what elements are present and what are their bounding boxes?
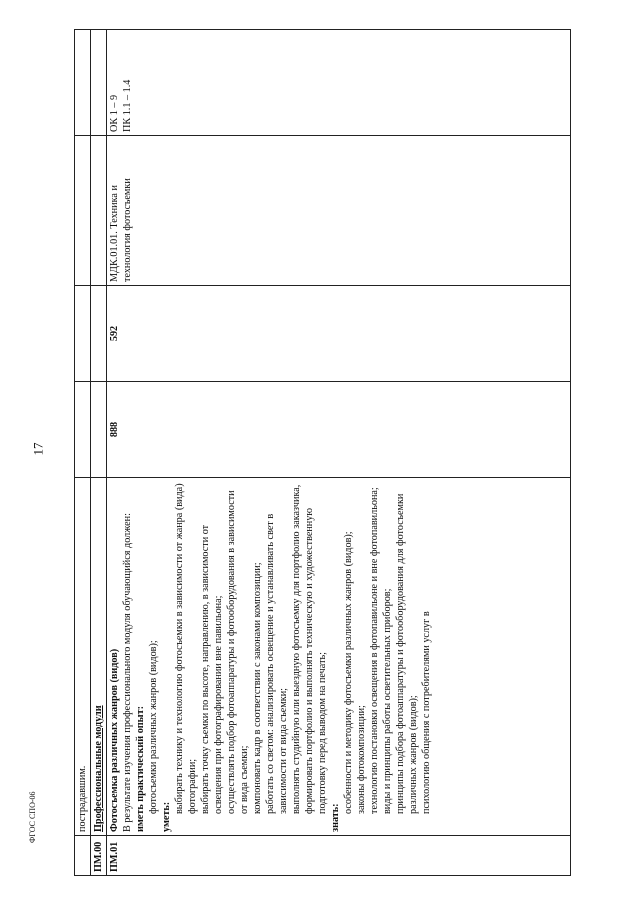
desc-line: выбирать технику и технологию фотосъемки в зависимости от жанра (вида) фотографии; (174, 483, 198, 814)
desc-line: психологию общения с потребителями услуг в (421, 611, 432, 814)
row-code: ПМ.01 (107, 836, 571, 876)
desc-line: особенности и методику фотосъемки различных жанров (видов); (343, 531, 354, 814)
module-description (107, 478, 571, 836)
desc-line: В результате изучения профессионального модуля обучающийся должен: (122, 513, 133, 832)
row-text: Профессиональные модули (91, 478, 107, 836)
hours: 592 (107, 286, 571, 382)
curriculum-table (74, 29, 571, 876)
table-row (91, 30, 107, 876)
desc-line: компоновать кадр в соответствии с законами композиции; (252, 562, 263, 814)
row-code (75, 836, 91, 876)
desc-heading: знать: (330, 803, 341, 832)
desc-heading: иметь практический опыт: (135, 705, 146, 832)
row-text: пострадавшим. (75, 478, 91, 836)
desc-line: технологию постановки освещения в фотопавильоне и вне фотопавильона; (369, 487, 380, 814)
desc-line: осуществлять подбор фотоаппаратуры и фотооборудования в зависимости от вида съемки; (226, 490, 250, 814)
desc-line: фотосъемки различных жанров (видов); (148, 640, 159, 814)
max-hours: 888 (107, 382, 571, 478)
desc-line: законы фотокомпозиции; (356, 705, 367, 814)
desc-line: работать со светом: анализировать освещение и устанавливать свет в зависимости от вида съемки; (265, 513, 289, 814)
desc-heading: уметь: (161, 801, 172, 832)
mdk-name: МДК.01.01. Техника и технология фотосъемки (107, 136, 571, 286)
competencies-pk: ПК 1.1 – 1.4 (122, 79, 133, 132)
rotated-table-container (74, 30, 571, 876)
competencies-ok: ОК 1 – 9 (109, 94, 120, 132)
footer-code: ФГОС СПО-06 (28, 791, 37, 843)
table-row (75, 30, 91, 876)
desc-line: выбирать точку съемки по высоте, направлению, в зависимости от освещения при фотографировании вне павильона; (200, 524, 224, 814)
desc-line: принципы подбора фотоаппаратуры и фотооборудования для фотосъемки различных жанров (видов); (395, 493, 419, 814)
module-title: Фотосъемка различных жанров (видов) (109, 648, 120, 832)
competencies (107, 30, 571, 136)
page-number: 17 (30, 442, 46, 456)
desc-line: виды и принципы работы осветительных приборов; (382, 588, 393, 814)
table-row (107, 30, 571, 876)
desc-line: выполнять студийную или выездную фотосъемку для портфолио заказчика, формировать портфолио и выполнять техническую и художественную подготовку перед выводом на печать; (291, 484, 328, 814)
row-code: ПМ.00 (91, 836, 107, 876)
